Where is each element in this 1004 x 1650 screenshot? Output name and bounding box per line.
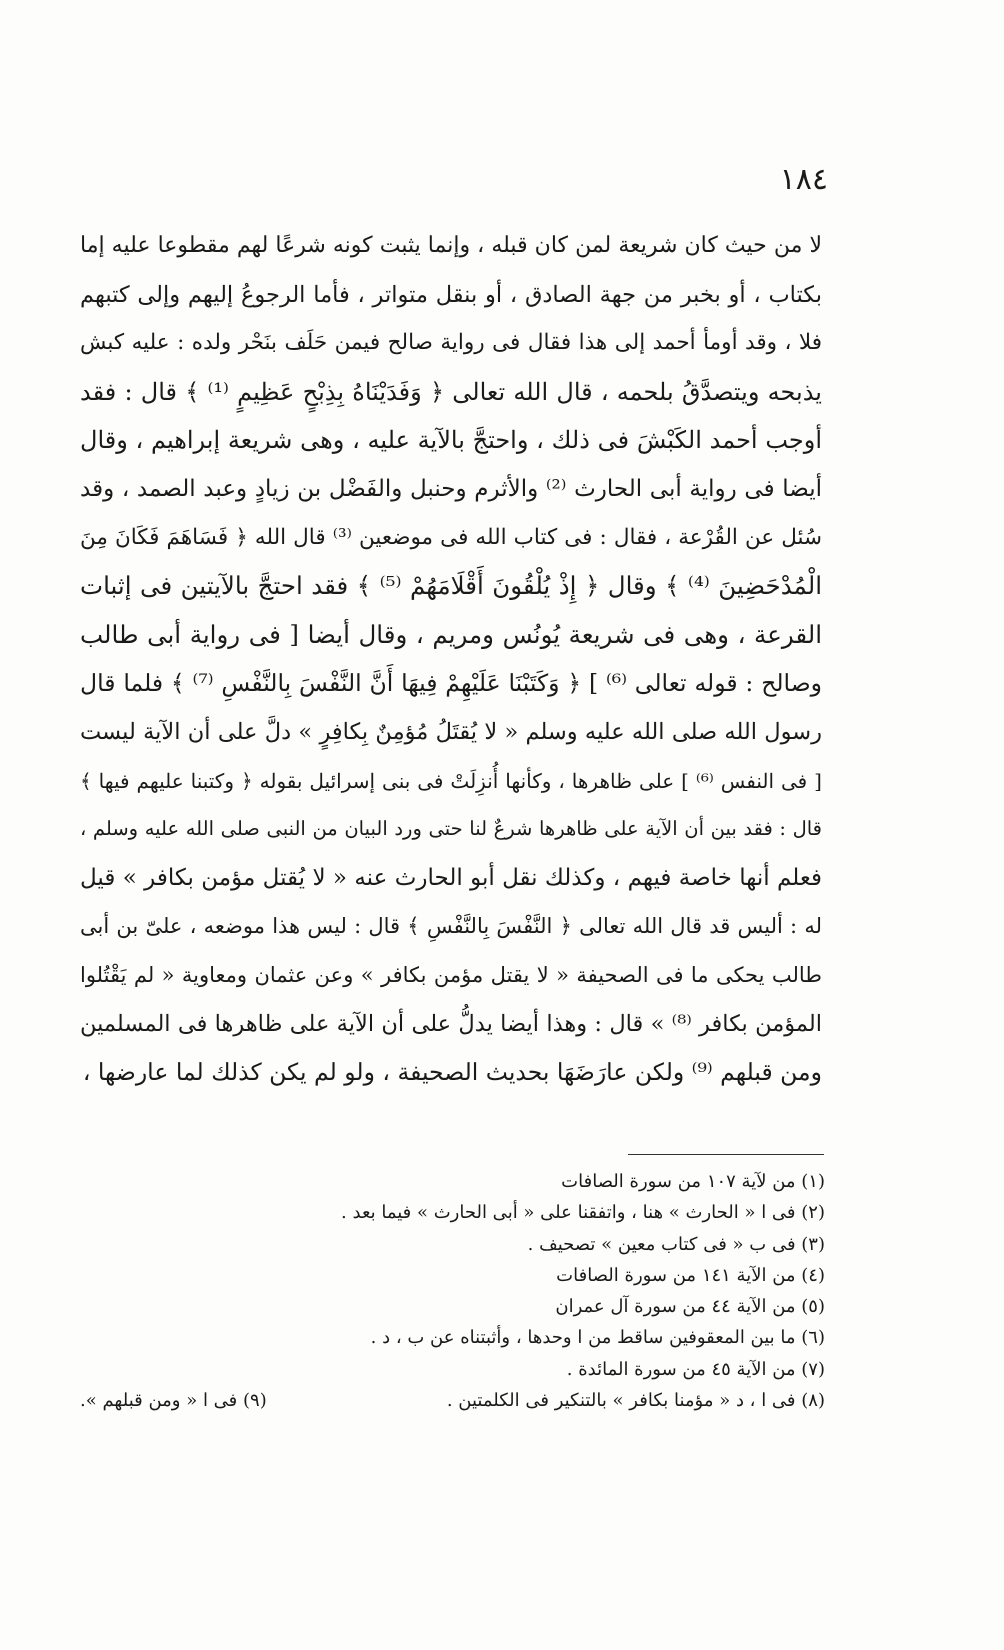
main-text xyxy=(80,222,822,1097)
page-number: ١٨٤ xyxy=(779,162,828,197)
footnote: (٨) فى ا ، د « مؤمنا بكافر » بالتنكير فى الكلمتين . xyxy=(446,1390,825,1412)
footnote-row xyxy=(80,1385,825,1416)
footnote: (٦) ما بين المعقوفين ساقط من ا وحدها ، وأثبتناه عن ب ، د . xyxy=(370,1327,825,1349)
text-line: القرعة ، وهى فى شريعة يُونُس ومريم ، وقال أيضا [ فى رواية أبى طالب xyxy=(80,619,822,649)
footnote-separator xyxy=(628,1154,824,1155)
text-line: رسول الله صلى الله عليه وسلم « لا يُقتَلُ مُؤمِنٌ بِكافِرٍ » دلَّ على أن الآية ليست xyxy=(80,718,822,745)
footnotes xyxy=(80,1166,825,1416)
footnote: (٢) فى ا « الحارث » هنا ، واتفقنا على « أبى الحارث » فيما بعد . xyxy=(341,1202,825,1224)
text-line: فلا ، وقد أومأ أحمد إلى هذا فقال فى رواية صالح فيمن حَلَف بنَحْر ولده : عليه كبش xyxy=(80,330,822,356)
text-line: قال : فقد بين أن الآية على ظاهرها شرعٌ لنا حتى ورد البيان من النبى صلى الله عليه وسلم ، xyxy=(80,817,822,841)
text-line: الْمُدْحَضِينَ ⁽⁴⁾ ﴾ وقال ﴿ إِذْ يُلْقُونَ أَقْلَامَهُمْ ⁽⁵⁾ ﴾ فقد احتجَّ بالآيتين فى إثبات xyxy=(80,571,822,601)
footnote: (٥) من الآية ٤٤ من سورة آل عمران xyxy=(555,1296,825,1318)
footnote: (٣) فى ب « فى كتاب معين » تصحيف . xyxy=(527,1233,825,1255)
footnote: (٧) من الآية ٤٥ من سورة المائدة . xyxy=(566,1358,825,1380)
text-line: له : أليس قد قال الله تعالى ﴿ النَّفْسَ بِالنَّفْسِ ﴾ قال : ليس هذا موضعه ، علىّ بن أبى xyxy=(80,914,822,939)
text-line: بكتاب ، أو بخبر من جهة الصادق ، أو بنقل متواتر ، فأما الرجوعُ إليهم وإلى كتبهم xyxy=(80,281,822,308)
text-line: أيضا فى رواية أبى الحارث ⁽²⁾ والأثرم وحنبل والفَضْل بن زيادٍ وعبد الصمد ، وقد xyxy=(80,475,822,502)
text-line: وصالح : قوله تعالى ⁽⁶⁾ ] ﴿ وَكَتَبْنَا عَلَيْهِمْ فِيهَا أَنَّ النَّفْسَ بِالنَّفْسِ ⁽⁷⁾ ﴾ فلما قال xyxy=(80,669,822,698)
footnote: (٤) من الآية ١٤١ من سورة الصافات xyxy=(556,1264,825,1286)
text-line: لا من حيث كان شريعة لمن كان قبله ، وإنما يثبت كونه شرعًا لهم مقطوعا عليه إما xyxy=(80,233,822,258)
text-line: سُئل عن القُرْعة ، فقال : فى كتاب الله فى موضعين ⁽³⁾ قال الله ﴿ فَسَاهَمَ فَكَانَ مِنَ xyxy=(80,524,822,550)
text-line: ومن قبلهم ⁽⁹⁾ ولكن عارَضَهَا بحديث الصحيفة ، ولو لم يكن كذلك لما عارضها ، xyxy=(82,1058,822,1087)
text-line: فعلم أنها خاصة فيهم ، وكذلك نقل أبو الحارث عنه « لا يُقتل مؤمن بكافر » قيل xyxy=(80,864,822,891)
footnote: (١) من لآية ١٠٧ من سورة الصافات xyxy=(561,1171,825,1192)
text-line: [ فى النفس ⁽⁶⁾ ] على ظاهرها ، وكأنها أُنزِلَتْ فى بنى إسرائيل بقوله ﴿ وكتبنا عليهم فيها ﴾ xyxy=(80,768,822,793)
footnote: (٩) فى ا « ومن قبلهم ». xyxy=(80,1390,267,1412)
text-line: أوجب أحمد الكَبْشَ فى ذلك ، واحتجَّ بالآية عليه ، وهى شريعة إبراهيم ، وقال xyxy=(80,426,822,455)
text-line: المؤمن بكافر ⁽⁸⁾ » قال : وهذا أيضا يدلُّ على أن الآية على ظاهرها فى المسلمين xyxy=(80,1010,822,1037)
text-line: طالب يحكى ما فى الصحيفة « لا يقتل مؤمن بكافر » وعن عثمان ومعاوية « لم يَقْتُلوا xyxy=(80,962,822,987)
text-line: يذبحه ويتصدَّقُ بلحمه ، قال الله تعالى ﴿ وَفَدَيْنَاهُ بِذِبْحٍ عَظِيمٍ ⁽¹⁾ ﴾ قال : فقد xyxy=(80,377,822,406)
